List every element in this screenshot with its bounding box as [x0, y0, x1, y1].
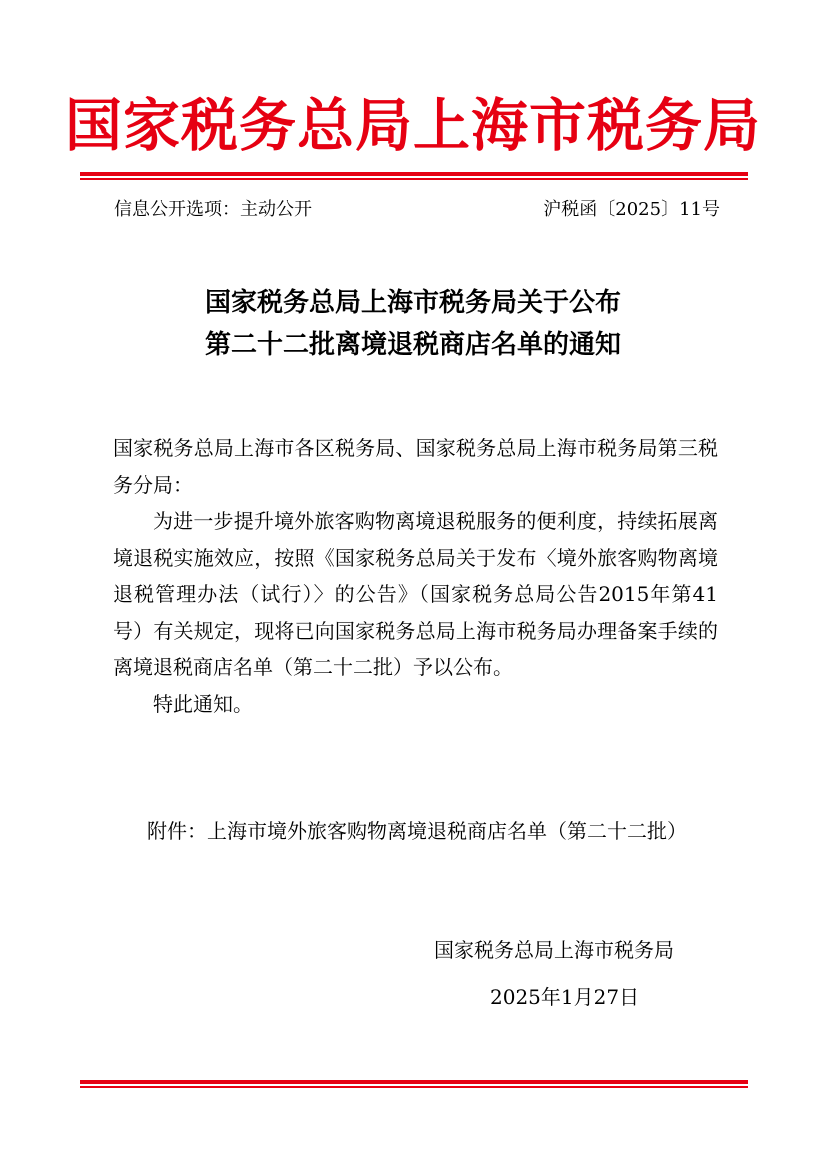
header-rule-thick [80, 172, 748, 176]
issuer-signature: 国家税务总局上海市税务局 [434, 938, 674, 962]
salutation: 国家税务总局上海市各区税务局、国家税务总局上海市税务局第三税务分局： [113, 436, 718, 497]
header-red-rule [80, 172, 748, 180]
masthead-title: 国家税务总局上海市税务局 [65, 92, 761, 159]
issue-date: 2025年1月27日 [490, 985, 640, 1009]
document-title [0, 282, 826, 366]
body-paragraph-2: 特此通知。 [153, 691, 253, 716]
title-line-2: 第二十二批离境退税商店名单的通知 [204, 330, 621, 360]
attachment-line: 附件：上海市境外旅客购物离境退税商店名单（第二十二批） [147, 819, 687, 843]
disclosure-option: 信息公开选项：主动公开 [114, 199, 312, 220]
document-body [113, 430, 718, 722]
footer-red-rule [80, 1080, 748, 1088]
body-paragraph-1: 为进一步提升境外旅客购物离境退税服务的便利度，持续拓展离境退税实施效应，按照《国家税务总局关于发布〈境外旅客购物离境退税管理办法（试行）〉的公告》（国家税务总局公告2015年第41号）有关规定，现将已向国家税务总局上海市税务局办理备案手续的离境退税商店名单（第二十二批）予以公布。 [113, 509, 718, 679]
title-line-1: 国家税务总局上海市税务局关于公布 [204, 288, 621, 318]
footer-rule-thick [80, 1080, 748, 1084]
header-rule-thin [80, 178, 748, 180]
footer-rule-thin [80, 1086, 748, 1088]
document-number: 沪税函〔2025〕11号 [543, 199, 720, 220]
